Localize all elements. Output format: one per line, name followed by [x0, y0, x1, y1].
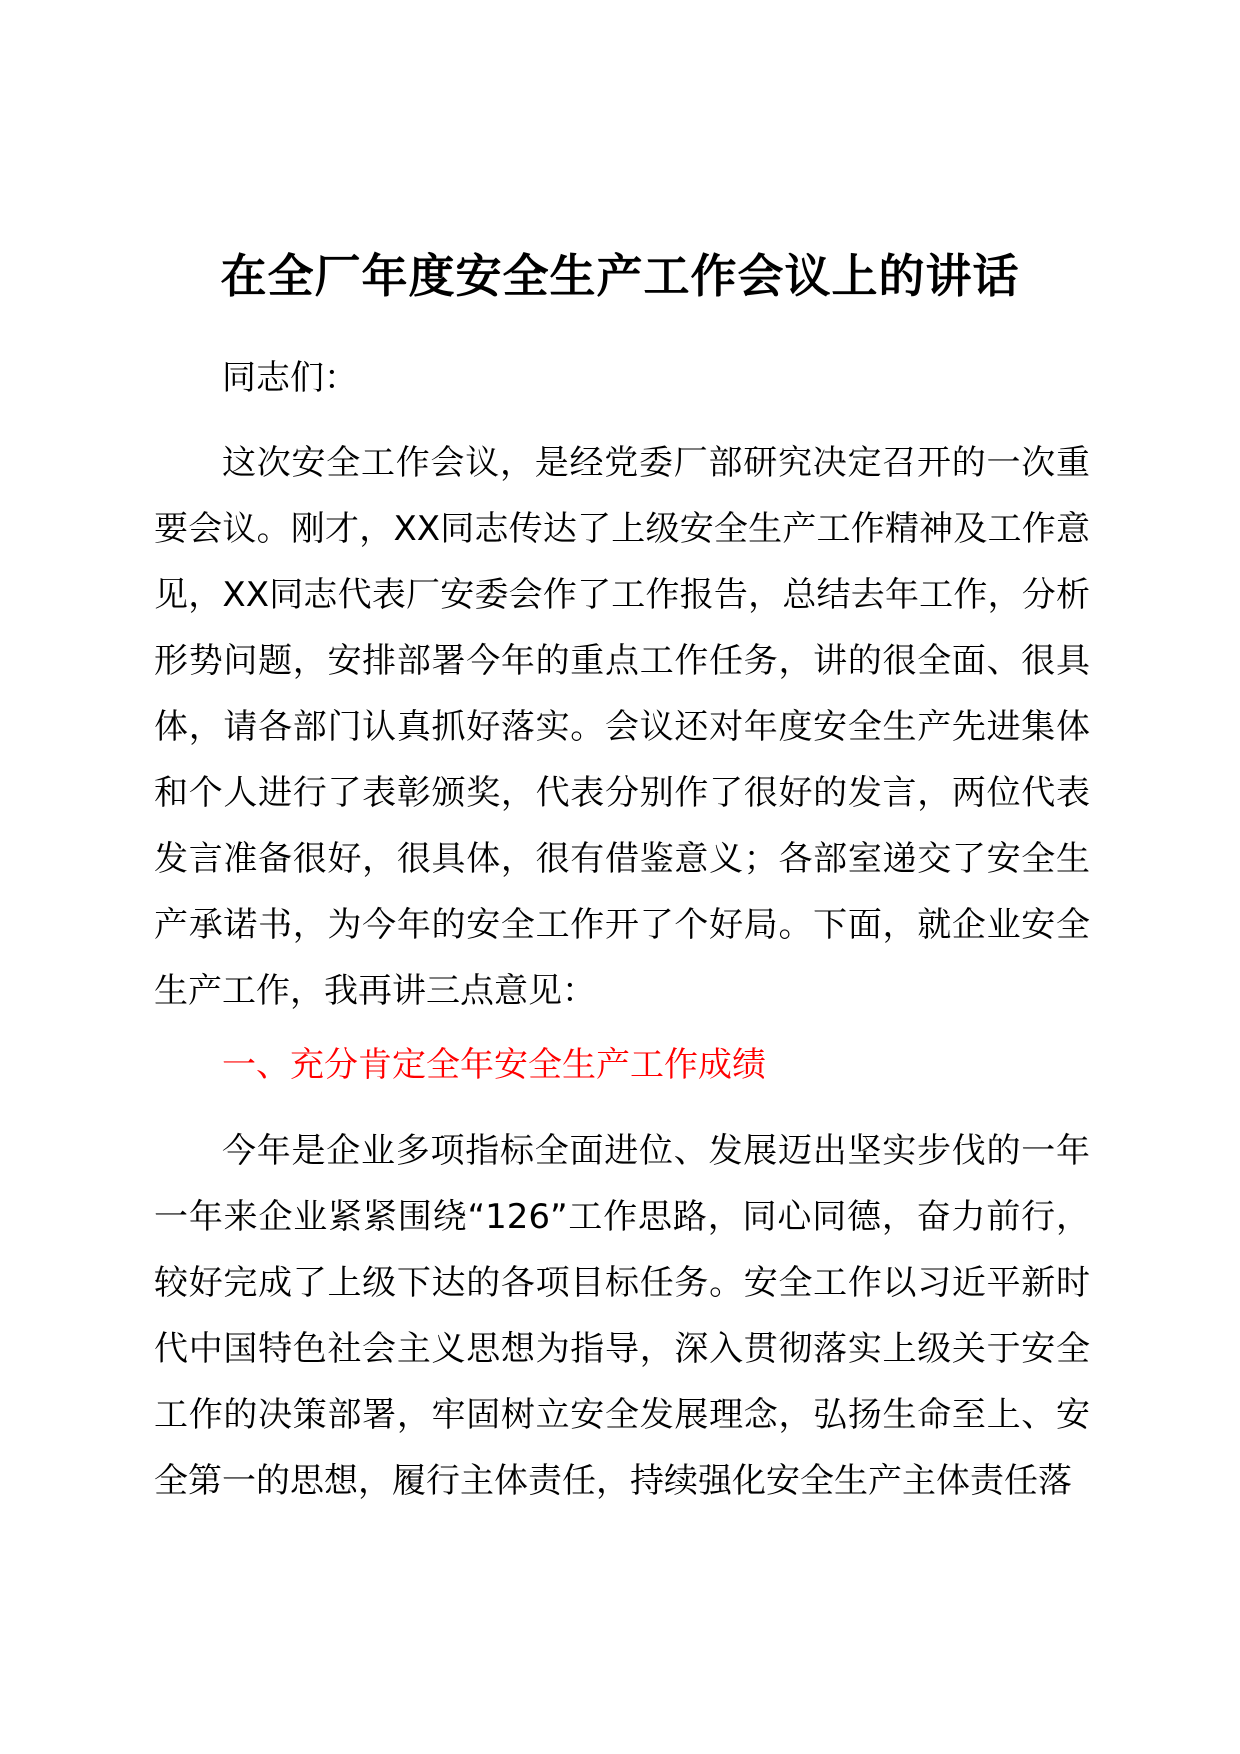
greeting: 同志们： — [222, 358, 358, 398]
paragraph-achievements: 今年是企业多项指标全面进位、发展迈出坚实步伐的一年一年来企业紧紧围绕“126”工作思路，同心同德，奋力前行，较好完成了上级下达的各项目标任务。安全工作以习近平新时代中国特色社会主义思想为指导，深入贯彻落实上级关于安全工作的决策部署，牢固树立安全发展理念，弘扬生命至上、安全第一的思想，履行主体责任，持续强化安全生产主体责任落 — [154, 1131, 1090, 1501]
paragraph-intro: 这次安全工作会议，是经党委厂部研究决定召开的一次重要会议。刚才，XX同志传达了上级安全生产工作精神及工作意见，XX同志代表厂安委会作了工作报告，总结去年工作，分析形势问题，安排部署今年的重点工作任务，讲的很全面、很具体，请各部门认真抓好落实。会议还对年度安全生产先进集体和个人进行了表彰颁奖，代表分别作了很好的发言，两位代表发言准备很好，很具体，很有借鉴意义；各部室递交了安全生产承诺书，为今年的安全工作开了个好局。下面，就企业安全生产工作，我再讲三点意见： — [154, 443, 1090, 1011]
section-heading-1: 一、充分肯定全年安全生产工作成绩 — [222, 1045, 766, 1085]
document-title: 在全厂年度安全生产工作会议上的讲话 — [220, 249, 1020, 303]
